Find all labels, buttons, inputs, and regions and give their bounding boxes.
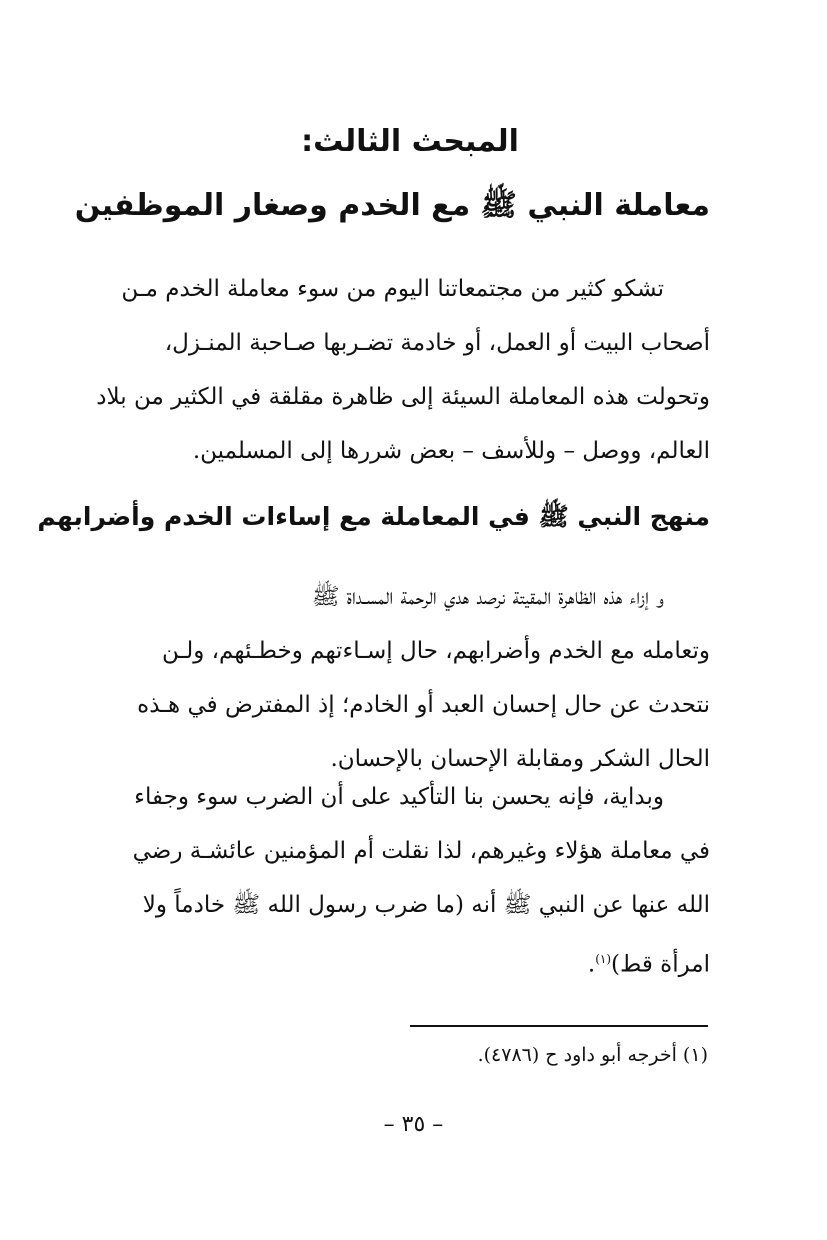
footnote-reference[interactable]: (١) [595,952,612,966]
text-line: في معاملة هؤلاء وغيرهم، لذا نقلت أم المؤمنين عائشـة رضي [132,838,710,864]
text-line [110,932,710,992]
text-line: و إزاء هذه الظاهرة المقيتة نرصد هدي الرحمة المسـداة ﷺ [311,584,664,610]
text-line: العالم، ووصل – وللأسف – بعض شررها إلى المسلمين. [192,438,710,464]
paragraph-approach [110,570,710,786]
footnote-divider [410,1025,708,1027]
text-line: أصحاب البيت أو العمل، أو خادمة تضـربها صـاحبة المنـزل، [164,330,710,356]
text-fragment: امرأة قط) [611,951,710,978]
text-line: الله عنها عن النبي ﷺ أنه (ما ضرب رسول الله ﷺ خادماً ولا [142,892,710,918]
text-line: الحال الشكر ومقابلة الإحسان بالإحسان. [330,746,710,772]
page-number: – ٣٥ – [383,1112,444,1137]
text-line: وتعامله مع الخدم وأضرابهم، حال إسـاءتهم وخطـئهم، ولـن [161,638,710,664]
section-heading: منهج النبي ﷺ في المعاملة مع إساءات الخدم وأضرابهم [37,502,710,531]
chapter-title: معاملة النبي ﷺ مع الخدم وصغار الموظفين [74,188,710,223]
paragraph-intro [96,262,710,478]
text-line: نتحدث عن حال إحسان العبد أو الخادم؛ إذ المفترض في هـذه [137,692,710,718]
footnote: (١) أخرجه أبو داود ح (٤٧٨٦). [477,1044,708,1066]
text-line: تشكو كثير من مجتمعاتنا اليوم من سوء معاملة الخدم مـن [121,276,664,302]
text-fragment: . [587,951,596,978]
paragraph-hadith [110,770,710,992]
text-line: وبداية، فإنه يحسن بنا التأكيد على أن الضرب سوء وجفاء [134,784,664,810]
text-line: وتحولت هذه المعاملة السيئة إلى ظاهرة مقلقة في الكثير من بلاد [96,384,710,410]
chapter-label: المبحث الثالث: [301,124,519,159]
